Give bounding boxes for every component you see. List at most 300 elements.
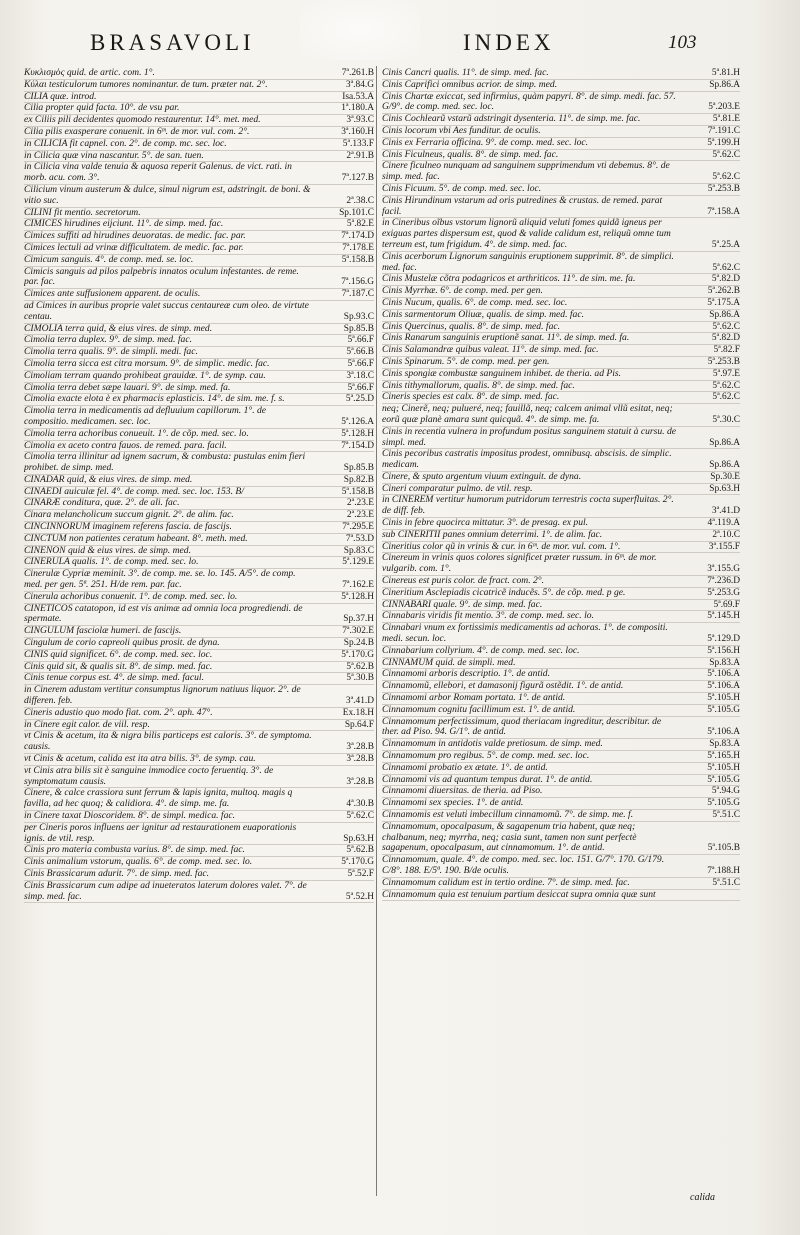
entry-text: Cinnamomi arboris descriptio. 1°. de antid.	[382, 669, 550, 680]
index-entry	[24, 638, 374, 650]
right-index-column	[382, 68, 740, 1188]
entry-text: Cinis tenue corpus est. 4°. de simp. med. facul.	[24, 673, 204, 684]
entry-reference: 5ª.156.H	[707, 645, 740, 656]
entry-reference: 5ª.82.D	[711, 333, 740, 344]
entry-text: Cineri comparatur pulmo. de vtil. resp.	[382, 483, 533, 494]
index-entry	[382, 274, 740, 286]
entry-reference: 3ª.84.G	[345, 79, 374, 90]
entry-reference: 7ª.162.E	[342, 580, 374, 591]
entry-text: Cinis Brassicarum adurit. 7°. de simp. med. fac.	[24, 868, 210, 879]
entry-text: Cinnamomi sex species. 1°. de antid.	[382, 798, 524, 809]
entry-reference: 5ª.62.C	[712, 380, 740, 391]
entry-reference: Sp.83.A	[709, 739, 740, 750]
index-entry	[382, 184, 740, 196]
entry-text: CIMICES hirudines eijciunt. 11°. de simp. med. fac.	[24, 219, 224, 230]
entry-reference: 5ª.105.B	[707, 843, 740, 854]
entry-reference: 5ª.25.A	[711, 239, 740, 250]
entry-reference: 5ª.105.G	[707, 798, 740, 809]
entry-reference: 5ª.81.E	[712, 114, 740, 125]
index-entry	[24, 720, 374, 732]
entry-reference: 7ª.156.G	[341, 277, 374, 288]
entry-text: Cimolia terra illinitur ad ignem sacrum, & combusta: pustulas enim fieri prohibet. de simp. med.	[24, 452, 306, 474]
entry-reference: 5ª.253.B	[707, 356, 740, 367]
entry-text: Cimicis sanguis ad pilos palpebris innatos oculum infestantes. de reme. par. fac.	[24, 266, 299, 288]
index-entry	[24, 708, 374, 720]
index-entry	[24, 731, 374, 754]
index-entry	[24, 151, 374, 163]
entry-text: Cimices ante suffusionem apparent. de oculis.	[24, 289, 201, 300]
entry-reference: 5ª.126.A	[341, 416, 374, 427]
index-entry	[24, 881, 374, 904]
entry-reference: 3ª.41.D	[711, 506, 740, 517]
index-entry	[24, 685, 374, 708]
index-entry	[382, 646, 740, 658]
entry-reference: Sp.63.H	[343, 833, 374, 844]
index-entry	[24, 185, 374, 208]
entry-text: CILIA quæ. introd.	[24, 91, 97, 102]
index-entry	[24, 857, 374, 869]
index-entry	[24, 103, 374, 115]
index-entry	[382, 404, 740, 427]
entry-text: Cinere, & calce crassiora sunt ferrum & lapis ignita, multoq. magis q favilla, ad hec quoq; & calidiora. 4°. de simp. me. fa.	[24, 788, 293, 810]
index-entry	[24, 243, 374, 255]
entry-text: vt Cinis & acetum, calida est ita atra bilis. 3°. de symp. cau.	[24, 754, 256, 765]
entry-text: Cinis spongiæ combustæ sanguinem inhibet. de theria. ad Pis.	[382, 368, 622, 379]
entry-text: Cingulum de corio capreoli quibus prosit. de dyna.	[24, 638, 220, 649]
entry-reference: Sp.101.C	[339, 207, 374, 218]
entry-text: vt Cinis atra bilis sit è sanguine immodice cocto feruentiq. 3°. de symptomatum causis.	[24, 765, 274, 787]
entry-reference: 5ª.105.G	[707, 704, 740, 715]
index-entry	[24, 68, 374, 80]
index-entry	[24, 662, 374, 674]
entry-reference: Sp.64.F	[344, 719, 374, 730]
index-entry	[382, 658, 740, 670]
entry-text: in Cineribus oĩbus vstorum lignorũ aliquid veluti fomes quidã igneus per exiguas partes dispersum est, quod & valide calidum est, reliquũ omne tum terreum est, tum frigidum. 4°. de simp. med. fac.	[382, 218, 671, 250]
entry-reference: Sp.83.C	[343, 545, 374, 556]
entry-reference: 5ª.199.H	[707, 137, 740, 148]
index-entry	[24, 383, 374, 395]
entry-text: Cinis in febre quocirca mittatur. 3°. de presag. ex pul.	[382, 518, 589, 529]
entry-text: Cinnamomũ, ellebori, et damasonij figurã ostẽdit. 1°. de antid.	[382, 681, 624, 692]
entry-text: Cinnamomum perfectissimum, quod theriacam ingreditur, describitur. de ther. ad Piso. 94. G/1°. de antid.	[382, 716, 662, 738]
entry-text: Cinnamomi probatio ex ætate. 1°. de antid.	[382, 762, 548, 773]
index-entry	[382, 126, 740, 138]
index-entry	[382, 763, 740, 775]
entry-reference: Sp.30.E	[710, 471, 740, 482]
entry-text: CINAEDI auiculæ fel. 4°. de comp. med. sec. loc. 153. B/	[24, 486, 244, 497]
entry-reference: 5ª.25.D	[345, 394, 374, 405]
entry-reference: 5ª.158.B	[341, 486, 374, 497]
entry-text: Cimolia terra qualis. 9°. de simpli. medi. fac.	[24, 347, 198, 358]
entry-text: Cinis pro materia combusta varius. 8°. de simp. med. fac.	[24, 845, 245, 856]
index-entry	[382, 553, 740, 576]
entry-reference: 7ª.261.B	[341, 68, 374, 78]
entry-reference: 5ª.62.C	[346, 811, 374, 821]
entry-text: Cinnamomi diuersitas. de theria. ad Piso.	[382, 786, 543, 797]
entry-reference: 7ª.158.A	[707, 206, 740, 217]
entry-text: ad Cimices in auribus proprie valet succus centaureæ cum oleo. de virtute centau.	[24, 300, 309, 322]
index-entry	[24, 406, 374, 429]
entry-text: Cinnabarium collyrium. 4°. de comp. med. sec. loc.	[382, 645, 580, 656]
column-divider	[376, 66, 377, 1196]
index-entry	[382, 161, 740, 184]
index-entry	[382, 542, 740, 554]
entry-reference: 7ª.127.B	[341, 173, 374, 184]
entry-reference: 5ª.52.H	[345, 891, 374, 902]
entry-text: Cimolia terra sicca est citra morsum. 9°. de simplic. medic. fac.	[24, 358, 270, 369]
index-entry	[24, 394, 374, 406]
index-entry	[382, 798, 740, 810]
entry-text: CIMOLIA terra quid, & eius vires. de simp. med.	[24, 323, 213, 334]
entry-text: CINIS quid significet. 6°. de comp. med. sec. loc.	[24, 649, 213, 660]
index-entry	[382, 449, 740, 472]
entry-reference: 5ª.69.F	[713, 599, 740, 610]
entry-reference: 5ª.133.F	[342, 138, 374, 149]
index-entry	[382, 518, 740, 530]
index-entry	[24, 754, 374, 766]
entry-text: Cilicium vinum austerum & dulce, simul nigrum est, adstringit. de boni. & vitio suc.	[24, 184, 311, 206]
left-index-column	[24, 68, 374, 1188]
index-entry	[24, 522, 374, 534]
index-entry	[382, 530, 740, 542]
entry-text: Cinis Chartæ exiccat, sed infirmius, quàm papyri. 8°. de simp. medi. fac. 57. G/9°. de comp. med. sec. loc.	[382, 91, 676, 113]
entry-text: Cinis Brassicarum cum adipe ad inueteratos laterum dolores valet. 7°. de simp. med. fac.	[24, 880, 307, 902]
index-entry	[24, 569, 374, 592]
index-entry	[24, 766, 374, 789]
entry-reference: 5ª.62.C	[712, 262, 740, 273]
entry-text: Cinereus est puris color. de fract. com. 2°.	[382, 576, 545, 587]
index-entry	[24, 650, 374, 662]
entry-text: CINERULA qualis. 1°. de comp. med. sec. lo.	[24, 557, 199, 568]
entry-text: Cineris species est calx. 8°. de simp. med. fac.	[382, 392, 560, 403]
entry-text: Cinnamomi vis ad quantum tempus durat. 1°. de antid.	[382, 774, 593, 785]
entry-reference: 2ª.91.B	[346, 150, 374, 161]
index-entry	[382, 810, 740, 822]
index-entry	[382, 681, 740, 693]
entry-text: Κύλαι testiculorum tumores nominantur. de tum. præter nat. 2°.	[24, 79, 268, 90]
entry-reference: 5ª.51.C	[712, 810, 740, 820]
index-entry	[24, 626, 374, 638]
entry-reference: 5ª.66.F	[347, 358, 374, 369]
index-entry	[24, 371, 374, 383]
entry-text: Cineris adustio quo modo fiat. com. 2°. aph. 47°.	[24, 707, 213, 718]
index-entry	[24, 208, 374, 220]
index-entry	[382, 322, 740, 334]
entry-reference: Sp.24.B	[343, 638, 374, 649]
entry-reference: 5ª.30.B	[346, 673, 374, 684]
entry-text: sub CINERITII panes omnium deterrimi. 1°. de alim. fac.	[382, 529, 603, 540]
index-entry	[24, 823, 374, 846]
index-entry	[24, 231, 374, 243]
entry-reference: 3ª.28.B	[346, 776, 374, 787]
index-entry	[382, 751, 740, 763]
index-entry	[24, 534, 374, 546]
entry-reference: Sp.86.A	[709, 79, 740, 90]
index-entry	[382, 588, 740, 600]
entry-text: Cineritium Asclepiadis cicatricẽ inducẽs. 5°. de cõp. med. p ge.	[382, 587, 626, 598]
entry-reference: 5ª.158.B	[341, 254, 374, 265]
entry-reference: 5ª.106.A	[707, 727, 740, 738]
entry-text: Cilia propter quid facta. 10°. de vsu par.	[24, 103, 180, 114]
entry-reference: 7ª.154.D	[341, 440, 374, 451]
entry-text: in Cilicia quæ vina nascantur. 5°. de san. tuen.	[24, 150, 204, 161]
entry-text: Cinnamomum pro regibus. 5°. de comp. med. sec. loc.	[382, 751, 590, 762]
entry-text: Cinis ex Ferraria officina. 9°. de comp. med. sec. loc.	[382, 137, 589, 148]
entry-reference: 5ª.62.B	[346, 661, 374, 672]
entry-reference: 5ª.105.H	[707, 762, 740, 773]
index-entry	[24, 811, 374, 823]
entry-reference: 5ª.145.H	[707, 611, 740, 622]
index-entry	[382, 786, 740, 798]
entry-reference: 5ª.62.C	[712, 149, 740, 160]
index-entry	[24, 788, 374, 811]
entry-text: Cinnamomi arbor Romam portata. 1°. de antid.	[382, 693, 566, 704]
entry-text: Cinerula achoribus conuenit. 1°. de comp. med. sec. lo.	[24, 591, 238, 602]
entry-reference: Sp.86.A	[709, 309, 740, 320]
index-entry	[24, 510, 374, 522]
entry-text: Cinis Salamandræ quibus valeat. 11°. de simp. med. fac.	[382, 345, 599, 356]
entry-text: Cimolia terra debet sæpe lauari. 9°. de simp. med. fa.	[24, 382, 231, 393]
running-header	[0, 30, 800, 64]
index-entry	[24, 673, 374, 685]
index-entry	[382, 484, 740, 496]
entry-reference: 7ª.302.E	[342, 626, 374, 637]
entry-reference: Isa.53.A	[342, 91, 374, 102]
index-entry	[382, 392, 740, 404]
entry-text: Cinis tithymallorum, qualis. 8°. de simp. med. fac.	[382, 380, 575, 391]
entry-reference: 5ª.82.E	[346, 219, 374, 230]
index-entry	[382, 822, 740, 855]
entry-reference: 5ª.129.E	[342, 557, 374, 568]
index-entry	[382, 623, 740, 646]
entry-text: CINNABARI quale. 9°. de simp. med. fac.	[382, 599, 543, 610]
entry-reference: Sp.37.H	[343, 614, 374, 625]
index-entry	[382, 80, 740, 92]
entry-reference: 5ª.106.A	[707, 681, 740, 692]
entry-text: Cimolia terra in medicamentis ad defluuium capillorum. 1°. de compositio. medicamen. sec. loc.	[24, 406, 267, 427]
entry-text: in CILICIA fit capnel. con. 2°. de comp. mc. sec. loc.	[24, 138, 227, 149]
entry-text: neq; Cinerẽ, neq; pulueré, neq; fauillã, neq; calcem animal vllũ esitat, neq; eorũ quæ planè amara sunt quicquã. 4°. de simp. me. fa.	[382, 404, 673, 425]
index-entry	[24, 498, 374, 510]
entry-reference: Sp.86.A	[709, 437, 740, 448]
entry-reference: 3ª.18.C	[346, 370, 374, 381]
entry-text: Cimicum sanguis. 4°. de comp. med. se. loc.	[24, 254, 194, 265]
entry-reference: Sp.86.A	[709, 460, 740, 471]
entry-text: Cinis Mustelæ cõtra podagricos et arthriticos. 11°. de sim. me. fa.	[382, 274, 636, 285]
entry-reference: 5ª.62.B	[346, 845, 374, 856]
entry-text: Cinis animalium vstorum, qualis. 6°. de comp. med. sec. lo.	[24, 857, 253, 868]
entry-reference: 5ª.170.G	[341, 857, 374, 868]
index-entry	[24, 546, 374, 558]
entry-text: Cinis Nucum, qualis. 6°. de comp. med. sec. loc.	[382, 297, 568, 308]
entry-reference: 5ª.203.E	[708, 102, 740, 113]
index-entry	[382, 298, 740, 310]
index-entry	[382, 138, 740, 150]
entry-text: Cilia pilis exasperare conuenit. in 6ᵐ. de mor. vul. com. 2°.	[24, 126, 250, 137]
entry-reference: 7ª.174.D	[341, 231, 374, 242]
index-entry	[24, 162, 374, 185]
entry-reference: 5ª.106.A	[707, 669, 740, 680]
index-entry	[24, 139, 374, 151]
entry-reference: 3ª.28.B	[346, 742, 374, 753]
entry-reference: 5ª.262.B	[707, 286, 740, 297]
entry-reference: 2ª.23.E	[346, 510, 374, 521]
entry-reference: 2ª.10.C	[712, 529, 740, 540]
entry-reference: 5ª.94.G	[711, 786, 740, 797]
entry-reference: Sp.85.B	[343, 463, 374, 474]
entry-reference: 5ª.128.H	[341, 428, 374, 439]
entry-text: Cinis Quercinus, qualis. 8°. de simp. med. fac.	[382, 321, 561, 332]
index-entry	[382, 150, 740, 162]
index-entry	[382, 68, 740, 80]
entry-text: ex Ciliis pili decidentes quomodo restaurentur. 14°. met. med.	[24, 115, 261, 126]
entry-text: Cinis Spinarum. 5°. de comp. med. per gen.	[382, 356, 550, 367]
entry-reference: 5ª.253.B	[707, 183, 740, 194]
index-entry	[382, 878, 740, 890]
index-entry	[382, 286, 740, 298]
index-entry	[24, 80, 374, 92]
entry-reference: Sp.82.B	[343, 474, 374, 485]
header-center: INDEX	[463, 30, 555, 55]
entry-reference: Ex.18.H	[342, 707, 374, 718]
entry-text: in Cilicia vina valde tenuia & aquosa reperit Galenus. de vict. rati. in morb. acu. com. 3°.	[24, 162, 292, 184]
entry-text: Cineritius color qũ in vrinis & cur. in 6ᵐ. de mor. vul. com. 1°.	[382, 541, 621, 552]
index-entry	[24, 452, 374, 475]
index-entry	[24, 324, 374, 336]
entry-text: Cinere, & sputo argentum viuum extinguit. de dyna.	[382, 471, 582, 482]
index-entry	[382, 196, 740, 219]
entry-reference: 5ª.105.G	[707, 774, 740, 785]
entry-reference: 5ª.129.D	[707, 634, 740, 645]
entry-reference: 5ª.253.G	[707, 587, 740, 598]
catchword: calida	[690, 1192, 715, 1203]
entry-reference: 5ª.62.C	[712, 392, 740, 403]
index-entry	[382, 252, 740, 275]
entry-text: Cinnabari vnum ex fortissimis medicamentis ad achoras. 1°. de compositi. medi. secun. loc.	[382, 623, 668, 645]
index-entry	[24, 347, 374, 359]
index-entry	[24, 592, 374, 604]
entry-reference: 5ª.30.C	[712, 414, 740, 425]
entry-text: Cimices suffiti ad hirudines deuoratas. de medic. fac. par.	[24, 231, 246, 242]
entry-text: Cinnamomum, quale. 4°. de compo. med. sec. loc. 151. G/7°. 170. G/179. C/8°. 188. E/5ª. 190. B/de oculis.	[382, 855, 665, 876]
entry-text: CINNAMUM quid. de simpli. med.	[382, 657, 516, 668]
entry-reference: 7ª.191.C	[707, 125, 740, 136]
index-entry	[382, 775, 740, 787]
entry-reference: 5ª.128.H	[341, 591, 374, 602]
entry-text: Cinis in recentia vulnera in profundum positus sanguinem statuit à cursu. de simpl. med.	[382, 426, 677, 448]
entry-reference: 7ª.236.D	[707, 576, 740, 587]
index-entry	[382, 310, 740, 322]
index-entry	[24, 335, 374, 347]
entry-text: Cinnamomum, opocalpasum, & sagapenum tria habent, quæ neq; chalbanum, neq; myrrha, neq; casia sunt, tamen non sunt perfectè sagapenum, opocalpasum, aut cinnamomum. 1°. de antid.	[382, 821, 637, 854]
index-entry	[382, 495, 740, 518]
entry-text: Κυκλισμὸς quid. de artic. com. 1°.	[24, 68, 155, 78]
entry-text: Cinis pecoribus castratis impositus prodest, omnibusq. abscisis. de simplic. medicam.	[382, 449, 672, 471]
entry-text: Cimoliam terram quando prohibeat grauidæ. 1°. de symp. cau.	[24, 370, 266, 381]
entry-reference: 5ª.81.H	[711, 68, 740, 78]
index-entry	[24, 359, 374, 371]
entry-reference: 3ª.41.D	[345, 696, 374, 707]
entry-text: per Cineris poros influens aer ignitur ad restaurationem euaporationis ignis. de vtil. resp.	[24, 822, 297, 844]
entry-text: Cinereum in vrinis quos colores significet præter russum. in 6ᵐ. de mor. vulgarib. com. 1°.	[382, 553, 657, 575]
entry-text: in Cinere taxat Dioscoridem. 8°. de simpl. medica. fac.	[24, 811, 236, 821]
entry-text: Cinis Cancri qualis. 11°. de simp. med. fac.	[382, 68, 549, 78]
entry-reference: 5ª.52.F	[347, 868, 374, 879]
index-entry	[382, 114, 740, 126]
index-entry	[24, 267, 374, 290]
entry-text: in Cinerem adustam vertitur consumptus lignorum natiuus liquor. 2°. de differen. feb.	[24, 685, 301, 707]
index-entry	[382, 427, 740, 450]
entry-text: Cinnamomum cognitu facillimum est. 1°. de antid.	[382, 704, 576, 715]
index-entry	[382, 611, 740, 623]
index-entry	[24, 487, 374, 499]
index-entry	[24, 255, 374, 267]
index-entry	[24, 219, 374, 231]
index-entry	[24, 289, 374, 301]
entry-text: Cinara melancholicum succum gignit. 2°. de alim. fac.	[24, 510, 234, 521]
entry-reference: 5ª.82.F	[713, 345, 740, 356]
entry-reference: 2ª.38.C	[346, 195, 374, 206]
index-entry	[382, 576, 740, 588]
entry-text: CINGULUM fasciolæ humeri. de fascijs.	[24, 626, 182, 637]
entry-text: Cinis quid sit, & qualis sit. 8°. de simp. med. fac.	[24, 661, 213, 672]
entry-text: Cinis Ficuum. 5°. de comp. med. sec. loc.	[382, 183, 542, 194]
entry-reference: Sp.63.H	[709, 483, 740, 494]
index-entry	[382, 717, 740, 740]
header-left: BRASAVOLI	[90, 30, 255, 55]
entry-text: Cimolia terra achoribus conueuit. 1°. de cõp. med. sec. lo.	[24, 428, 249, 439]
entry-reference: 7ª.188.H	[707, 865, 740, 876]
index-entry	[24, 604, 374, 627]
entry-reference: 7ª.295.E	[342, 522, 374, 533]
entry-text: CINARÆ conditura, quæ. 2°. de ali. fac.	[24, 498, 180, 509]
index-entry	[24, 869, 374, 881]
entry-text: Cimolia ex aceto contra fauos. de remed. para. facil.	[24, 440, 227, 451]
index-entry	[382, 693, 740, 705]
index-entry	[24, 441, 374, 453]
entry-text: CINENON quid & eius vires. de simp. med.	[24, 545, 191, 556]
index-entry	[24, 115, 374, 127]
entry-reference: 3ª.155.G	[707, 564, 740, 575]
entry-text: CINADAR quid, & eius vires. de simp. med.	[24, 474, 193, 485]
entry-text: Cimolia exacte elota è ex pharmacis eplasticis. 14°. de sim. me. f. s.	[24, 394, 285, 405]
index-entry	[382, 357, 740, 369]
index-entry	[24, 92, 374, 104]
entry-text: Cinnamomis est veluti imbecillum cinnamomũ. 7°. de simp. me. f.	[382, 810, 634, 820]
entry-reference: 2ª.23.E	[346, 498, 374, 509]
entry-reference: 7ª.187.C	[341, 289, 374, 300]
entry-text: in Cinere egit calor. de viil. resp.	[24, 719, 150, 730]
index-entry	[382, 890, 740, 902]
index-entry	[24, 475, 374, 487]
entry-text: Cinis Ranarum sanguinis eruptionẽ sanat. 11°. de simp. med. fa.	[382, 333, 630, 344]
entry-reference: 5ª.62.C	[712, 321, 740, 332]
entry-text: CINETICOS catatopon, id est vis animæ ad omnia loca progrediendi. de spermate.	[24, 603, 303, 625]
entry-text: Cimices lectuli ad vrinæ difficultatem. de medic. fac. par.	[24, 242, 244, 253]
entry-text: Cinis locorum vbi Aes funditur. de oculis.	[382, 125, 541, 136]
entry-text: vt Cinis & acetum, ita & nigra bilis particeps est caloris. 3°. de symptoma. causis.	[24, 731, 312, 753]
entry-text: Cinis acerborum Lignorum sanguinis eruptionem supprimit. 8°. de simplici. med. fac.	[382, 251, 674, 273]
index-entry	[382, 705, 740, 717]
entry-text: Cinnamomum in antidotis valde pretiosum. de simp. med.	[382, 739, 603, 750]
entry-reference: 5ª.66.B	[346, 347, 374, 358]
index-entry	[382, 218, 740, 251]
entry-reference: 4ª.119.A	[707, 518, 740, 529]
entry-reference: 7ª.53.D	[345, 533, 374, 544]
entry-reference: 5ª.66.F	[347, 335, 374, 346]
entry-text: Cinis Caprifici omnibus acrior. de simp. med.	[382, 79, 558, 90]
index-entry	[382, 600, 740, 612]
